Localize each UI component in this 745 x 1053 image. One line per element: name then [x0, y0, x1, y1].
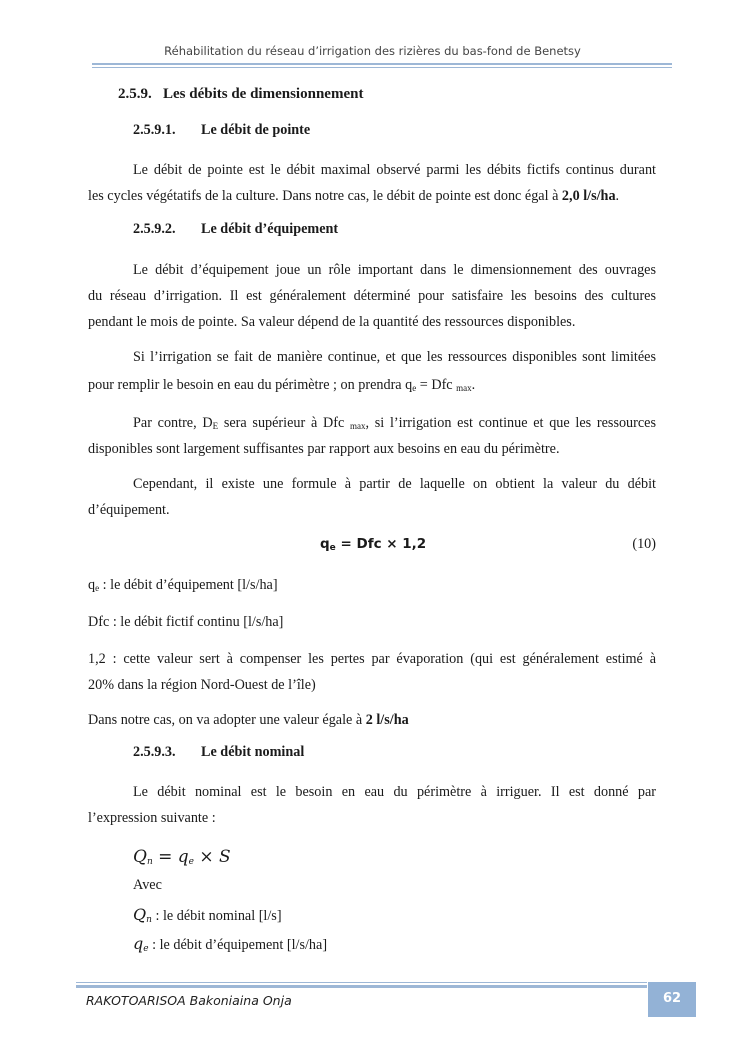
subsection-2-number: 2.5.9.2. — [133, 221, 176, 237]
sub2-p4-line-1: Cependant, il existe une formule à partir de laquelle on obtient la valeur du débit — [133, 476, 656, 492]
footer-author: RAKOTOARISOA Bakoniaina Onja — [86, 993, 292, 1008]
subsection-2-title: Le débit d’équipement — [201, 221, 339, 237]
nominal-formula: $Q_n = q_e \times S$ — [133, 847, 231, 867]
equation-number: (10) — [632, 536, 656, 552]
sub1-para-line-2: les cycles végétatifs de la culture. Dans notre cas, le débit de pointe est donc égal à 2,0 l/s/ha. — [88, 188, 620, 204]
peak-flow-value: 2,0 l/s/ha — [561, 188, 616, 204]
sub2-p1-line-2: du réseau d’irrigation. Il est généralement déterminé pour satisfaire les besoins des cultures — [88, 288, 656, 304]
def-coef-line-1: 1,2 : cette valeur sert à compenser les pertes par évaporation (qui est généralement estimé à — [88, 651, 656, 667]
equipment-flow-value: 2 l/s/ha — [365, 712, 409, 728]
subsection-2-heading — [133, 221, 338, 238]
def-qn: $Q_n$ : le débit nominal [l/s] — [133, 905, 282, 925]
page-number: 62 — [648, 982, 696, 1017]
section-heading — [118, 86, 363, 103]
def-coef-line-2: 20% dans la région Nord-Ouest de l’île) — [88, 677, 316, 693]
sub2-p1-line-3: pendant le mois de pointe. Sa valeur dépend de la quantité des ressources disponibles. — [88, 314, 576, 330]
def-qe: $q_e$ : le débit d’équipement [l/s/ha] — [88, 577, 278, 593]
sub2-conclusion: Dans notre cas, on va adopter une valeur égale à 2 l/s/ha — [88, 712, 409, 728]
avec-label: Avec — [133, 877, 162, 893]
def-dfc: Dfc : le débit fictif continu [l/s/ha] — [88, 614, 284, 630]
sub2-p2-line-1: Si l’irrigation se fait de manière continue, et que les ressources disponibles sont limitées — [133, 349, 656, 365]
sub3-p1-line-1: Le débit nominal est le besoin en eau du périmètre à irriguer. Il est donné par — [133, 784, 656, 800]
header-rule — [92, 63, 672, 69]
subsection-3-heading — [133, 744, 304, 761]
sub2-p2-line-2: pour remplir le besoin en eau du périmètre ; on prendra $q_e$ = Dfc $_{max}$. — [88, 377, 476, 393]
subsection-1-heading — [133, 122, 310, 139]
sub2-p3-line-1: Par contre, $D_E$ sera supérieur à Dfc $_{max}$, si l’irrigation est continue et que les ressources — [133, 415, 656, 431]
sub3-p1-line-2: l’expression suivante : — [88, 810, 216, 826]
def-qe-nominal: $q_e$ : le débit d’équipement [l/s/ha] — [133, 934, 328, 954]
section-number: 2.5.9. — [118, 86, 152, 102]
sub1-para-line-1: Le débit de pointe est le débit maximal observé parmi les débits fictifs continus durant — [133, 162, 656, 178]
footer-rule — [76, 982, 647, 988]
sub2-p1-line-1: Le débit d’équipement joue un rôle important dans le dimensionnement des ouvrages — [133, 262, 656, 278]
subsection-3-number: 2.5.9.3. — [133, 744, 176, 760]
equation-10: $q_e$ = Dfc × 1,2 — [320, 536, 427, 553]
subsection-3-title: Le débit nominal — [201, 744, 305, 760]
sub2-p4-line-2: d’équipement. — [88, 502, 170, 518]
subsection-1-title: Le débit de pointe — [201, 122, 311, 138]
subsection-1-number: 2.5.9.1. — [133, 122, 176, 138]
sub2-p3-line-2: disponibles sont largement suffisantes par rapport aux besoins en eau du périmètre. — [88, 441, 560, 457]
section-title: Les débits de dimensionnement — [163, 86, 364, 102]
header-title: Réhabilitation du réseau d’irrigation des rizières du bas-fond de Benetsy — [164, 44, 581, 58]
